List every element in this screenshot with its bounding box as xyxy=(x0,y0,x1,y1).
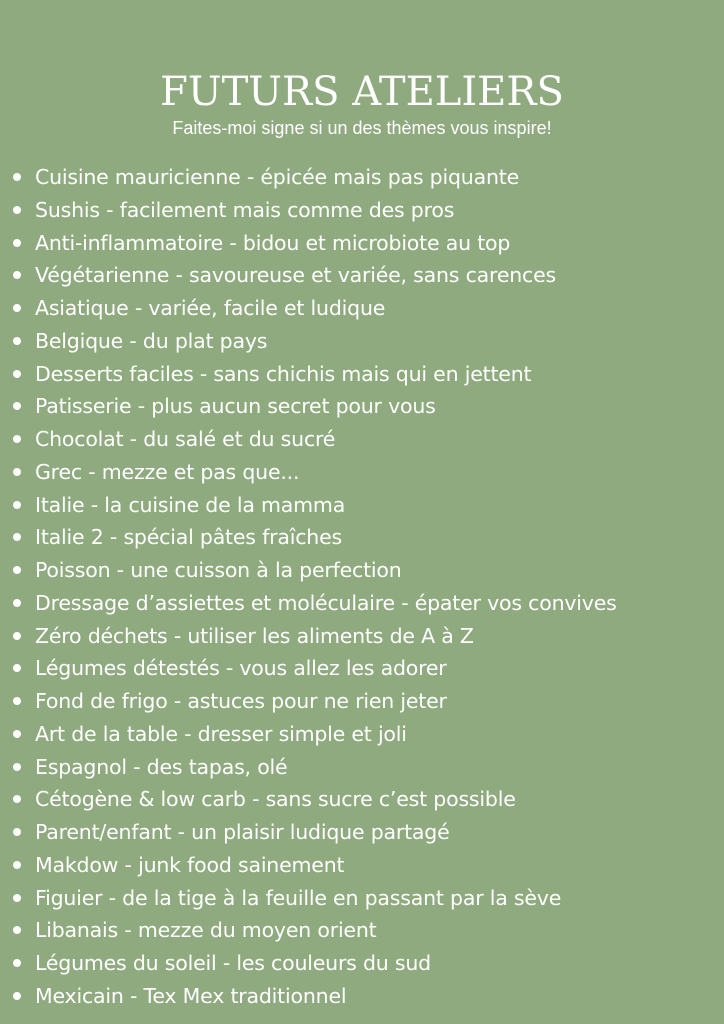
bullet-icon xyxy=(13,992,21,1000)
list-item-text: Figuier - de la tige à la feuille en passant par la sève xyxy=(35,885,562,910)
list-item-text: Libanais - mezze du moyen orient xyxy=(35,918,377,943)
list-item-text: Espagnol - des tapas, olé xyxy=(35,754,288,779)
bullet-icon xyxy=(13,959,21,967)
list-item xyxy=(0,358,724,391)
list-item-text: Parent/enfant - un plaisir ludique partagé xyxy=(35,820,450,844)
bullet-icon xyxy=(13,828,21,836)
list-item-text: Anti-inflammatoire - bidou et microbiote au top xyxy=(35,230,511,255)
list-item-text: Grec - mezze et pas que... xyxy=(35,459,300,484)
bullet-icon xyxy=(13,173,21,181)
list-item xyxy=(0,620,724,653)
list-item-text: Fond de frigo - astuces pour ne rien jeter xyxy=(35,689,447,713)
bullet-icon xyxy=(13,861,21,869)
bullet-icon xyxy=(13,566,21,574)
page-title: FUTURS ATELIERS xyxy=(160,69,564,115)
bullet-icon xyxy=(13,632,21,640)
bullet-icon xyxy=(13,795,21,803)
bullet-icon xyxy=(13,730,21,738)
list-item xyxy=(0,292,724,325)
bullet-icon xyxy=(13,304,21,312)
workshop-list xyxy=(0,161,724,1013)
list-item xyxy=(0,423,724,456)
list-item-text: Cétogène & low carb - sans sucre c’est possible xyxy=(35,787,516,812)
list-item-text: Italie 2 - spécial pâtes fraîches xyxy=(35,525,342,550)
bullet-icon xyxy=(13,337,21,345)
list-item-text: Patisserie - plus aucun secret pour vous xyxy=(35,394,436,419)
list-item xyxy=(0,194,724,227)
list-item xyxy=(0,816,724,849)
page-subtitle: Faites-moi signe si un des thèmes vous inspire! xyxy=(172,118,552,138)
list-item-text: Sushis - facilement mais comme des pros xyxy=(35,197,455,222)
bullet-icon xyxy=(13,894,21,902)
list-item-text: Cuisine mauricienne - épicée mais pas piquante xyxy=(35,165,520,189)
list-item xyxy=(0,390,724,423)
list-item xyxy=(0,259,724,292)
list-item xyxy=(0,554,724,587)
bullet-icon xyxy=(13,697,21,705)
list-item-text: Belgique - du plat pays xyxy=(35,328,268,353)
list-item-text: Végétarienne - savoureuse et variée, sans carences xyxy=(35,263,556,288)
list-item-text: Chocolat - du salé et du sucré xyxy=(35,427,336,451)
list-item-text: Desserts faciles - sans chichis mais qui en jettent xyxy=(35,361,532,386)
list-item xyxy=(0,587,724,620)
bullet-icon xyxy=(13,206,21,214)
list-item-text: Poisson - une cuisson à la perfection xyxy=(35,558,402,582)
list-item xyxy=(0,849,724,882)
bullet-icon xyxy=(13,402,21,410)
list-item-text: Makdow - junk food sainement xyxy=(35,852,345,877)
list-item xyxy=(0,652,724,685)
list-item-text: Art de la table - dresser simple et joli xyxy=(35,721,407,746)
list-item-text: Zéro déchets - utiliser les aliments de A à Z xyxy=(35,623,474,648)
list-item xyxy=(0,227,724,260)
bullet-icon xyxy=(13,664,21,672)
bullet-icon xyxy=(13,533,21,541)
list-item-text: Asiatique - variée, facile et ludique xyxy=(35,296,386,320)
list-item xyxy=(0,456,724,489)
list-item-text: Légumes du soleil - les couleurs du sud xyxy=(35,951,431,975)
list-item-text: Mexicain - Tex Mex traditionnel xyxy=(35,983,347,1008)
list-item xyxy=(0,980,724,1013)
bullet-icon xyxy=(13,239,21,247)
list-item xyxy=(0,161,724,194)
bullet-icon xyxy=(13,763,21,771)
list-item xyxy=(0,914,724,947)
bullet-icon xyxy=(13,501,21,509)
bullet-icon xyxy=(13,370,21,378)
bullet-icon xyxy=(13,599,21,607)
list-item xyxy=(0,882,724,915)
list-item-text: Dressage d’assiettes et moléculaire - épater vos convives xyxy=(35,590,617,615)
list-item xyxy=(0,685,724,718)
bullet-icon xyxy=(13,271,21,279)
list-item-text: Légumes détestés - vous allez les adorer xyxy=(35,656,447,681)
list-item xyxy=(0,521,724,554)
list-item xyxy=(0,489,724,522)
bullet-icon xyxy=(13,926,21,934)
bullet-icon xyxy=(13,468,21,476)
list-item xyxy=(0,718,724,751)
list-item xyxy=(0,783,724,816)
list-item xyxy=(0,751,724,784)
list-item xyxy=(0,947,724,980)
list-item-text: Italie - la cuisine de la mamma xyxy=(35,492,346,517)
bullet-icon xyxy=(13,435,21,443)
list-item xyxy=(0,325,724,358)
